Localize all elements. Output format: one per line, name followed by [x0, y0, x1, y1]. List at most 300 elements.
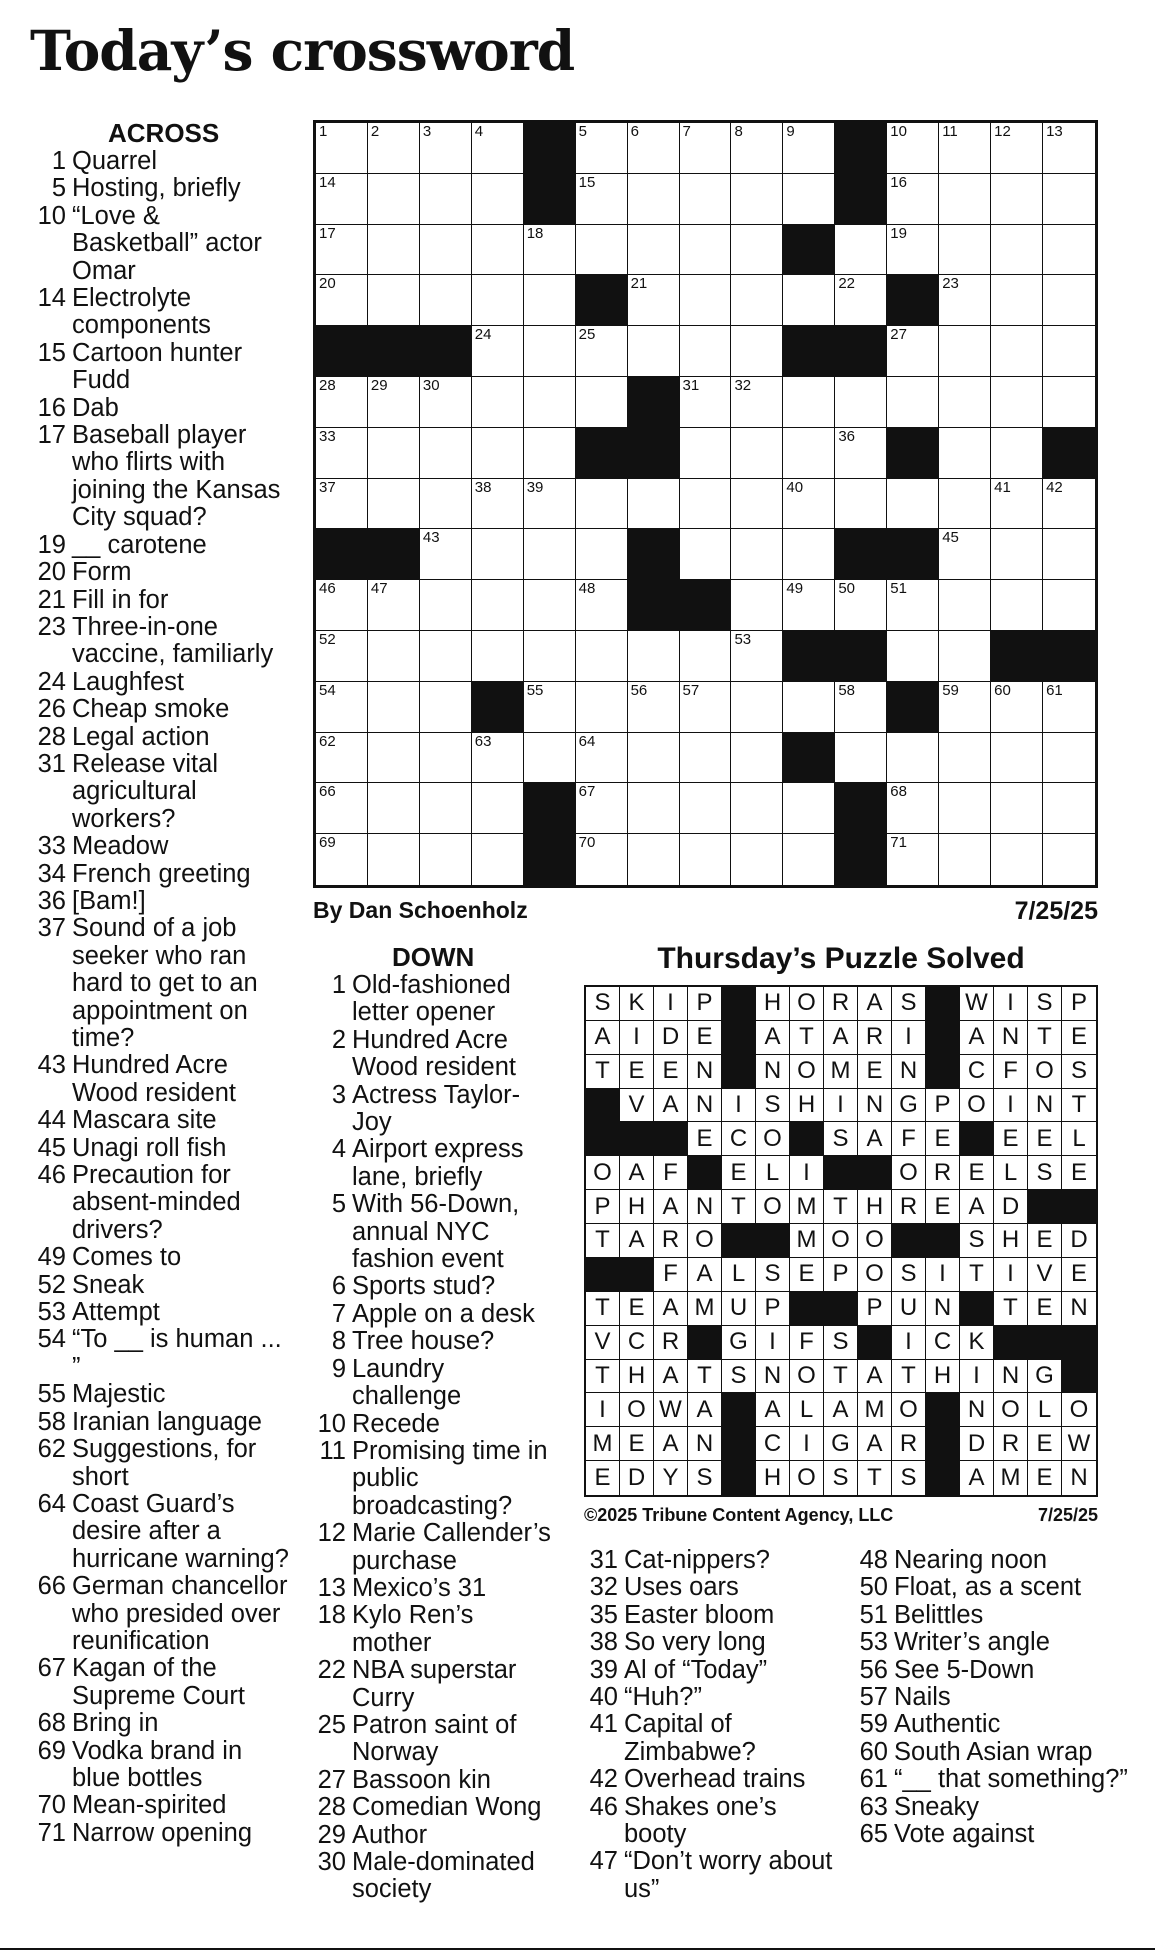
grid-cell[interactable]	[1043, 733, 1095, 784]
grid-cell[interactable]	[628, 174, 680, 225]
solution-cell: O	[790, 1461, 824, 1495]
grid-cell[interactable]	[316, 428, 368, 479]
solution-cell: A	[756, 1393, 790, 1427]
grid-cell[interactable]	[472, 174, 524, 225]
grid-cell[interactable]	[991, 580, 1043, 631]
grid-cell[interactable]	[680, 428, 732, 479]
solution-cell: H	[756, 1461, 790, 1495]
grid-cell[interactable]	[420, 783, 472, 834]
grid-cell[interactable]	[991, 326, 1043, 377]
grid-cell[interactable]	[576, 326, 628, 377]
grid-cell[interactable]	[731, 529, 783, 580]
solution-cell: C	[722, 1122, 756, 1156]
grid-cell[interactable]	[472, 479, 524, 530]
clue-number: 23	[37, 612, 66, 641]
grid-cell[interactable]	[783, 580, 835, 631]
grid-cell[interactable]	[368, 123, 420, 174]
grid-cell[interactable]	[783, 275, 835, 326]
solution-cell: O	[756, 1122, 790, 1156]
grid-cell[interactable]	[1043, 580, 1095, 631]
solution-cell: T	[1028, 1021, 1062, 1055]
grid-cell[interactable]	[420, 225, 472, 276]
grid-cell[interactable]	[939, 428, 991, 479]
solution-cell: O	[586, 1156, 620, 1190]
down-clue	[848, 1711, 1148, 1738]
clue-text: Authentic	[894, 1710, 1001, 1739]
grid-cell[interactable]	[680, 733, 732, 784]
across-clue	[30, 1107, 292, 1134]
grid-cell[interactable]	[939, 174, 991, 225]
grid-cell[interactable]	[939, 580, 991, 631]
solution-cell: N	[892, 1055, 926, 1089]
grid-cell[interactable]	[524, 428, 576, 479]
grid-cell[interactable]	[524, 529, 576, 580]
grid-cell[interactable]	[524, 631, 576, 682]
grid-cell[interactable]	[887, 377, 939, 428]
grid-cell[interactable]	[680, 326, 732, 377]
across-clue	[30, 1491, 292, 1573]
cell-number: 21	[630, 275, 648, 293]
clue-number: 45	[37, 1133, 66, 1162]
clue-text: Marie Callender’s purchase	[352, 1519, 551, 1575]
grid-cell[interactable]	[472, 377, 524, 428]
grid-cell[interactable]	[628, 225, 680, 276]
grid-cell[interactable]	[368, 834, 420, 885]
grid-cell[interactable]	[576, 783, 628, 834]
clue-number: 36	[37, 886, 66, 915]
grid-cell[interactable]	[680, 631, 732, 682]
grid-cell[interactable]	[1043, 834, 1095, 885]
clue-number: 1	[51, 147, 66, 175]
solution-cell: E	[1062, 1156, 1096, 1190]
grid-cell[interactable]	[420, 682, 472, 733]
grid-cell[interactable]	[939, 783, 991, 834]
grid-cell[interactable]	[316, 682, 368, 733]
grid-cell[interactable]	[731, 123, 783, 174]
solution-black-square	[688, 1156, 722, 1190]
grid-cell[interactable]	[524, 479, 576, 530]
grid-cell[interactable]	[420, 529, 472, 580]
grid-cell[interactable]	[991, 123, 1043, 174]
clue-number: 33	[37, 832, 66, 861]
grid-cell[interactable]	[472, 326, 524, 377]
grid-cell[interactable]	[1043, 529, 1095, 580]
solution-cell: N	[994, 1360, 1028, 1394]
clue-number: 10	[37, 201, 66, 230]
grid-cell[interactable]	[576, 123, 628, 174]
solution-cell: E	[654, 1055, 688, 1089]
grid-cell[interactable]	[420, 479, 472, 530]
grid-cell[interactable]	[835, 275, 887, 326]
grid-cell[interactable]	[420, 123, 472, 174]
grid-cell[interactable]	[887, 123, 939, 174]
clue-text: Laughfest	[72, 667, 185, 696]
grid-cell[interactable]	[991, 225, 1043, 276]
grid-cell[interactable]	[731, 682, 783, 733]
solution-cell: O	[790, 1360, 824, 1394]
cell-number: 71	[890, 834, 907, 852]
grid-cell[interactable]	[783, 834, 835, 885]
solution-cell: F	[790, 1326, 824, 1360]
grid-cell[interactable]	[576, 529, 628, 580]
grid-cell[interactable]	[835, 733, 887, 784]
grid-cell[interactable]	[731, 225, 783, 276]
black-square	[472, 682, 524, 733]
grid-cell[interactable]	[368, 479, 420, 530]
grid-cell[interactable]	[731, 174, 783, 225]
grid-cell[interactable]	[472, 733, 524, 784]
solution-black-square	[722, 1055, 756, 1089]
grid-cell[interactable]	[939, 225, 991, 276]
grid-cell[interactable]	[524, 580, 576, 631]
grid-cell[interactable]	[731, 834, 783, 885]
grid-cell[interactable]	[628, 275, 680, 326]
grid-cell[interactable]	[783, 377, 835, 428]
clue-text: Hundred Acre Wood resident	[352, 1025, 516, 1082]
grid-cell[interactable]	[991, 733, 1043, 784]
solution-cell: I	[926, 1258, 960, 1292]
grid-cell[interactable]	[368, 275, 420, 326]
clue-number: 6	[331, 1272, 346, 1301]
solution-cell: N	[688, 1089, 722, 1123]
across-heading: ACROSS	[108, 118, 220, 148]
grid-cell[interactable]	[887, 834, 939, 885]
grid-cell[interactable]	[472, 631, 524, 682]
grid-cell[interactable]	[991, 428, 1043, 479]
solution-cell: E	[1028, 1122, 1062, 1156]
grid-cell[interactable]	[316, 225, 368, 276]
grid-cell[interactable]	[316, 631, 368, 682]
solution-cell: N	[1028, 1089, 1062, 1123]
grid-cell[interactable]	[1043, 275, 1095, 326]
grid-cell[interactable]	[368, 580, 420, 631]
grid-cell[interactable]	[1043, 225, 1095, 276]
grid-cell[interactable]	[887, 225, 939, 276]
solution-cell: I	[722, 1089, 756, 1123]
grid-cell[interactable]	[783, 428, 835, 479]
grid-cell[interactable]	[887, 783, 939, 834]
grid-cell[interactable]	[576, 631, 628, 682]
solution-cell: D	[1062, 1224, 1096, 1258]
grid-cell[interactable]	[524, 225, 576, 276]
grid-cell[interactable]	[472, 529, 524, 580]
grid-cell[interactable]	[835, 428, 887, 479]
grid-cell[interactable]	[887, 174, 939, 225]
grid-cell[interactable]	[991, 174, 1043, 225]
grid-cell[interactable]	[939, 479, 991, 530]
grid-cell[interactable]	[316, 377, 368, 428]
grid-cell[interactable]	[628, 631, 680, 682]
solution-cell: A	[688, 1258, 722, 1292]
clue-text: Mascara site	[72, 1106, 217, 1135]
down-clue	[306, 1438, 556, 1520]
grid-cell[interactable]	[680, 174, 732, 225]
grid-cell[interactable]	[1043, 682, 1095, 733]
grid-cell[interactable]	[576, 225, 628, 276]
grid-cell[interactable]	[368, 428, 420, 479]
solution-cell: V	[586, 1326, 620, 1360]
grid-cell[interactable]	[628, 326, 680, 377]
grid-cell[interactable]	[835, 580, 887, 631]
grid-cell[interactable]	[472, 275, 524, 326]
grid-cell[interactable]	[628, 123, 680, 174]
grid-cell[interactable]	[991, 682, 1043, 733]
grid-cell[interactable]	[316, 783, 368, 834]
grid-cell[interactable]	[576, 733, 628, 784]
crossword-grid	[313, 120, 1098, 888]
grid-cell[interactable]	[472, 834, 524, 885]
grid-cell[interactable]	[628, 682, 680, 733]
grid-cell[interactable]	[680, 529, 732, 580]
grid-cell[interactable]	[835, 682, 887, 733]
grid-cell[interactable]	[368, 377, 420, 428]
cell-number: 1	[319, 123, 328, 140]
cell-number: 56	[630, 681, 648, 699]
down-clue	[848, 1739, 1148, 1766]
grid-cell[interactable]	[1043, 326, 1095, 377]
grid-cell[interactable]	[420, 275, 472, 326]
solution-cell: O	[790, 987, 824, 1021]
grid-cell[interactable]	[472, 428, 524, 479]
grid-cell[interactable]	[628, 783, 680, 834]
cell-number: 43	[422, 529, 440, 547]
black-square	[316, 529, 368, 580]
solution-cell: E	[722, 1156, 756, 1190]
grid-cell[interactable]	[680, 377, 732, 428]
grid-cell[interactable]	[680, 479, 732, 530]
grid-cell[interactable]	[1043, 783, 1095, 834]
grid-cell[interactable]	[524, 733, 576, 784]
black-square	[316, 326, 368, 377]
grid-cell[interactable]	[1043, 123, 1095, 174]
solution-cell: L	[756, 1156, 790, 1190]
cell-number: 9	[786, 123, 795, 140]
cell-number: 19	[890, 224, 907, 242]
grid-cell[interactable]	[420, 834, 472, 885]
grid-cell[interactable]	[991, 275, 1043, 326]
cell-number: 67	[578, 783, 596, 801]
grid-cell[interactable]	[783, 174, 835, 225]
grid-cell[interactable]	[576, 580, 628, 631]
grid-cell[interactable]	[887, 580, 939, 631]
clue-text: Shakes one’s booty	[624, 1792, 777, 1849]
page-title: Today’s crossword	[30, 18, 575, 83]
cell-number: 51	[890, 580, 907, 598]
grid-cell[interactable]	[680, 834, 732, 885]
solution-black-square	[790, 1292, 824, 1326]
grid-cell[interactable]	[783, 123, 835, 174]
grid-cell[interactable]	[316, 174, 368, 225]
grid-cell[interactable]	[316, 479, 368, 530]
grid-cell[interactable]	[368, 225, 420, 276]
grid-cell[interactable]	[316, 834, 368, 885]
grid-cell[interactable]	[420, 428, 472, 479]
grid-cell[interactable]	[420, 631, 472, 682]
grid-cell[interactable]	[991, 783, 1043, 834]
cell-number: 5	[578, 123, 587, 140]
grid-cell[interactable]	[731, 479, 783, 530]
grid-cell[interactable]	[887, 479, 939, 530]
cell-number: 28	[319, 376, 336, 394]
grid-cell[interactable]	[731, 377, 783, 428]
solution-cell: E	[960, 1156, 994, 1190]
grid-cell[interactable]	[524, 377, 576, 428]
grid-cell[interactable]	[472, 225, 524, 276]
grid-cell[interactable]	[368, 174, 420, 225]
grid-cell[interactable]	[680, 783, 732, 834]
grid-cell[interactable]	[731, 428, 783, 479]
grid-cell[interactable]	[524, 326, 576, 377]
grid-cell[interactable]	[835, 479, 887, 530]
solution-cell: W	[654, 1393, 688, 1427]
cell-number: 10	[890, 123, 907, 140]
across-clue	[30, 1573, 292, 1655]
grid-cell[interactable]	[368, 733, 420, 784]
clue-number: 63	[859, 1792, 888, 1821]
grid-cell[interactable]	[680, 123, 732, 174]
grid-cell[interactable]	[316, 733, 368, 784]
grid-cell[interactable]	[316, 580, 368, 631]
clue-text: Nails	[894, 1683, 951, 1712]
solution-cell: F	[654, 1156, 688, 1190]
grid-cell[interactable]	[939, 326, 991, 377]
grid-cell[interactable]	[991, 834, 1043, 885]
grid-cell[interactable]	[731, 580, 783, 631]
grid-cell[interactable]	[939, 682, 991, 733]
black-square	[887, 682, 939, 733]
grid-cell[interactable]	[368, 783, 420, 834]
clue-text: Vote against	[894, 1820, 1035, 1849]
grid-cell[interactable]	[939, 377, 991, 428]
solution-black-square	[620, 1258, 654, 1292]
solution-cell: D	[960, 1427, 994, 1461]
clue-number: 13	[317, 1573, 346, 1602]
grid-cell[interactable]	[680, 225, 732, 276]
grid-cell[interactable]	[316, 123, 368, 174]
grid-cell[interactable]	[420, 377, 472, 428]
cell-number: 16	[890, 173, 907, 191]
grid-cell[interactable]	[524, 682, 576, 733]
clue-number: 66	[37, 1572, 66, 1601]
clue-number: 18	[317, 1601, 346, 1630]
grid-cell[interactable]	[576, 834, 628, 885]
grid-cell[interactable]	[680, 682, 732, 733]
grid-cell[interactable]	[628, 834, 680, 885]
down-clue	[848, 1821, 1148, 1848]
grid-cell[interactable]	[783, 529, 835, 580]
clue-text: Release vital agricultural workers?	[72, 749, 218, 833]
solution-cell: N	[1062, 1461, 1096, 1495]
solution-cell: E	[688, 1021, 722, 1055]
grid-cell[interactable]	[991, 479, 1043, 530]
grid-cell[interactable]	[731, 631, 783, 682]
grid-cell[interactable]	[420, 174, 472, 225]
clue-number: 69	[37, 1736, 66, 1765]
grid-cell[interactable]	[680, 275, 732, 326]
grid-cell[interactable]	[731, 326, 783, 377]
grid-cell[interactable]	[628, 479, 680, 530]
grid-cell[interactable]	[420, 580, 472, 631]
clue-text: Author	[352, 1820, 428, 1849]
solution-black-square	[722, 987, 756, 1021]
down-clue	[578, 1794, 840, 1849]
down-clue	[578, 1766, 840, 1793]
cell-number: 54	[319, 681, 336, 699]
grid-cell[interactable]	[731, 733, 783, 784]
grid-cell[interactable]	[472, 783, 524, 834]
grid-cell[interactable]	[783, 682, 835, 733]
clue-text: Coast Guard’s desire after a hurricane warning?	[72, 1489, 289, 1573]
across-clue	[30, 422, 292, 532]
grid-cell[interactable]	[576, 174, 628, 225]
grid-cell[interactable]	[939, 275, 991, 326]
grid-cell[interactable]	[939, 834, 991, 885]
across-clue	[30, 861, 292, 888]
grid-cell[interactable]	[887, 733, 939, 784]
grid-cell[interactable]	[316, 275, 368, 326]
grid-cell[interactable]	[368, 631, 420, 682]
grid-cell[interactable]	[731, 783, 783, 834]
solution-black-square	[960, 1292, 994, 1326]
grid-cell[interactable]	[783, 783, 835, 834]
grid-cell[interactable]	[991, 529, 1043, 580]
grid-cell[interactable]	[887, 326, 939, 377]
clue-number: 60	[859, 1737, 888, 1766]
grid-cell[interactable]	[731, 275, 783, 326]
solution-cell: A	[824, 1021, 858, 1055]
solution-black-square	[790, 1122, 824, 1156]
grid-cell[interactable]	[472, 580, 524, 631]
grid-cell[interactable]	[991, 377, 1043, 428]
grid-cell[interactable]	[576, 682, 628, 733]
grid-cell[interactable]	[939, 631, 991, 682]
clue-text: Legal action	[72, 722, 210, 751]
clue-text: German chancellor who presided over reunification	[72, 1572, 288, 1655]
grid-cell[interactable]	[939, 733, 991, 784]
clue-number: 42	[589, 1765, 618, 1794]
grid-cell[interactable]	[420, 733, 472, 784]
grid-cell[interactable]	[1043, 377, 1095, 428]
grid-cell[interactable]	[939, 123, 991, 174]
grid-cell[interactable]	[524, 275, 576, 326]
clue-text: French greeting	[72, 859, 251, 888]
grid-cell[interactable]	[1043, 479, 1095, 530]
clue-number: 17	[37, 421, 66, 450]
grid-cell[interactable]	[576, 377, 628, 428]
clue-number: 51	[859, 1600, 888, 1629]
grid-cell[interactable]	[576, 479, 628, 530]
across-clue	[30, 1052, 292, 1107]
solution-cell: I	[586, 1393, 620, 1427]
grid-cell[interactable]	[783, 479, 835, 530]
grid-cell[interactable]	[472, 123, 524, 174]
solution-cell: I	[994, 987, 1028, 1021]
solution-cell: I	[892, 1021, 926, 1055]
clue-text: Overhead trains	[624, 1765, 806, 1794]
cell-number: 29	[370, 376, 388, 394]
grid-cell[interactable]	[835, 377, 887, 428]
solution-black-square	[1028, 1190, 1062, 1224]
grid-cell[interactable]	[939, 529, 991, 580]
cell-number: 4	[474, 123, 484, 140]
black-square	[783, 326, 835, 377]
grid-cell[interactable]	[1043, 174, 1095, 225]
down-clues	[306, 942, 556, 1904]
grid-cell[interactable]	[835, 225, 887, 276]
grid-cell[interactable]	[628, 733, 680, 784]
grid-cell[interactable]	[368, 682, 420, 733]
grid-cell[interactable]	[887, 631, 939, 682]
